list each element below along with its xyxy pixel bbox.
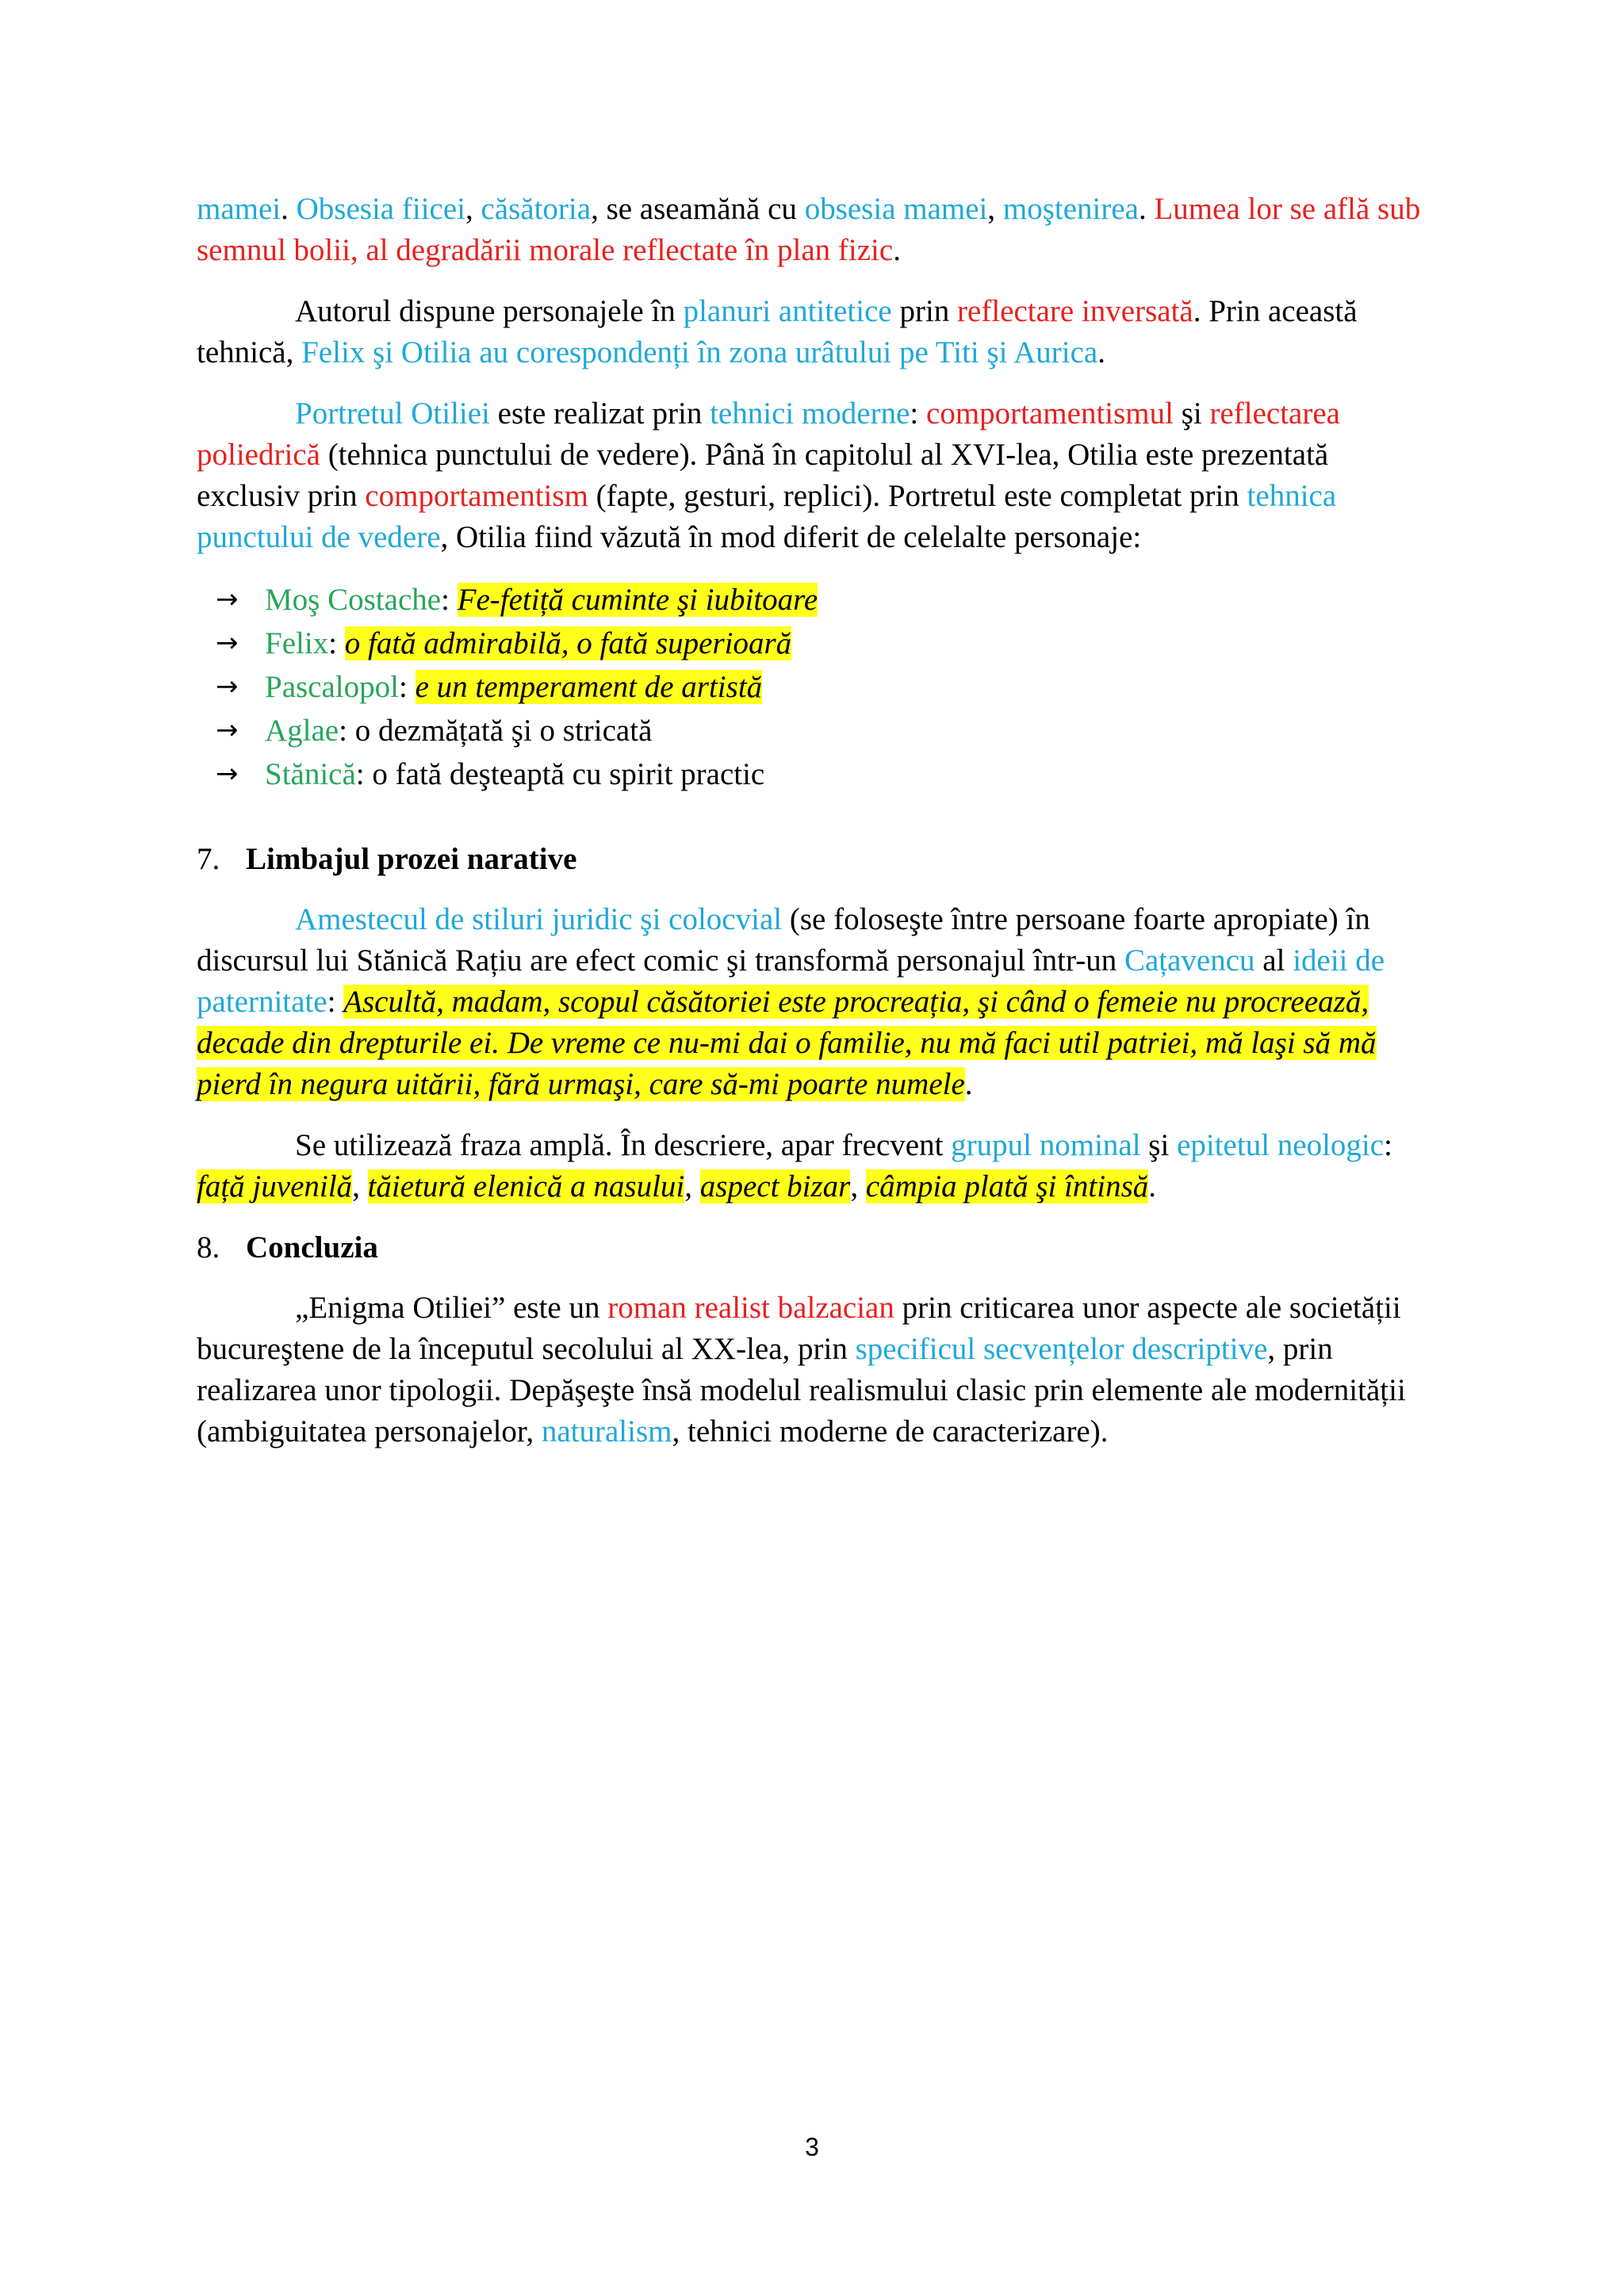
section-heading-8: [197, 1227, 1427, 1269]
separator: :: [328, 626, 345, 660]
section-number: 7.: [197, 842, 220, 876]
paragraph-limbaj: [197, 899, 1427, 1105]
section-title: Limbajul prozei narative: [246, 842, 577, 876]
arrow-right-icon: →: [216, 671, 239, 702]
paragraph-concluzia: [197, 1288, 1427, 1452]
character-name: Pascalopol: [265, 670, 399, 704]
paragraph-planuri-antitetice: [197, 291, 1427, 373]
text-run: .: [964, 1067, 973, 1101]
term-roman-realist-balzacian: roman realist balzacian: [607, 1291, 894, 1325]
text-run: :: [910, 396, 927, 430]
text-run: .: [281, 192, 297, 226]
text-run: şi: [1173, 396, 1210, 430]
character-name: Moş Costache: [265, 583, 442, 617]
text-run: (tehnica punctului de vedere). Până în capitolul al XVI-lea, Otilia este prezentată exclusiv prin: [197, 438, 1329, 513]
list-item: [197, 622, 1427, 665]
separator: :: [441, 583, 458, 617]
term-specificul-secventelor: specificul secvențelor descriptive: [855, 1332, 1268, 1366]
text-run: .: [893, 233, 901, 267]
text-run: prin: [891, 294, 958, 328]
arrow-right-icon: →: [216, 714, 239, 746]
character-view-quote: o fată admirabilă, o fată superioară: [344, 626, 792, 660]
list-item: [197, 752, 1427, 796]
term-comportamentismul: comportamentismul: [926, 396, 1174, 430]
character-name: Aglae: [265, 714, 339, 748]
section-title: Concluzia: [246, 1230, 378, 1265]
text-run: . Prin această tehnică,: [197, 294, 1358, 369]
section-heading-7: [197, 839, 1427, 880]
paragraph-fraza-ampla: [197, 1125, 1427, 1207]
text-run: ,: [352, 1169, 368, 1203]
term-amestecul-de-stiluri: Amestecul de stiluri juridic şi colocvial: [295, 902, 783, 936]
text-run: :: [1384, 1128, 1392, 1162]
term-portretul-otiliei: Portretul Otiliei: [295, 396, 490, 430]
separator: :: [339, 714, 355, 748]
term-tehnica-punctului-de-vedere: tehnica punctului de vedere: [197, 479, 1337, 554]
text-run: ,: [987, 192, 1003, 226]
term-naturalism: naturalism: [541, 1414, 672, 1448]
text-run: prin criticarea unor aspecte ale societății bucureştene de la începutul secolului al XX-lea, prin: [197, 1291, 1401, 1366]
example-phrase: aspect bizar: [699, 1169, 851, 1203]
text-run: , se aseamănă cu: [591, 192, 805, 226]
character-view-quote: e un temperament de artistă: [415, 670, 763, 704]
character-view-text: o fată deşteaptă cu spirit practic: [372, 757, 765, 791]
text-run: , Otilia fiind văzută în mod diferit de celelalte personaje:: [440, 520, 1142, 554]
text-run: şi: [1140, 1128, 1178, 1162]
text-run: este realizat prin: [489, 396, 710, 430]
term-obsesia-mamei: obsesia mamei: [804, 192, 988, 226]
term-grupul-nominal: grupul nominal: [951, 1128, 1141, 1162]
text-run: ,: [850, 1169, 866, 1203]
text-run: Autorul dispune personajele în: [295, 294, 684, 328]
term-reflectarea-poliedrica: reflectarea poliedrică: [197, 396, 1340, 472]
text-run: ,: [465, 192, 481, 226]
arrow-right-icon: →: [216, 758, 239, 790]
emphasis-lumea-lor: Lumea lor se află sub semnul bolii, al degradării morale reflectate în plan fizic: [197, 192, 1421, 267]
term-epitetul-neologic: epitetul neologic: [1177, 1128, 1385, 1162]
text-run: (fapte, gesturi, replici). Portretul este completat prin: [588, 479, 1247, 513]
text-run: (se foloseşte între persoane foarte apropiate) în discursul lui Stănică Rațiu are efect comic şi transformă personajul într-un: [197, 902, 1370, 978]
arrow-right-icon: →: [216, 584, 239, 615]
text-run: , prin realizarea unor tipologii. Depăşeşte însă modelul realismului clasic prin elemente ale modernității (ambiguitatea personajelor,: [197, 1332, 1406, 1448]
list-item: [197, 709, 1427, 752]
text-run: „Enigma Otiliei” este un: [295, 1291, 608, 1325]
text-run: ,: [684, 1169, 700, 1203]
example-phrase: față juvenilă: [197, 1169, 353, 1203]
term-tehnici-moderne: tehnici moderne: [710, 396, 910, 430]
character-view-text: o dezmățată şi o stricată: [354, 714, 653, 748]
document-page: [197, 189, 1427, 1472]
example-phrase: tăietură elenică a nasului: [367, 1169, 685, 1203]
text-run: :: [327, 985, 344, 1019]
paragraph-portretul-otiliei: [197, 393, 1427, 558]
character-view-quote: Fe-fetiță cuminte şi iubitoare: [457, 583, 818, 617]
term-corespondenti: Felix şi Otilia au corespondenți în zona urâtului pe Titi şi Aurica: [301, 335, 1098, 369]
term-casatoria: căsătoria: [481, 192, 592, 226]
text-run: .: [1148, 1169, 1157, 1203]
term-reflectare-inversata: reflectare inversată: [957, 294, 1193, 328]
term-obsesia-fiicei: Obsesia fiicei: [296, 192, 465, 226]
separator: :: [355, 757, 373, 791]
term-mostenirea: moştenirea: [1002, 192, 1139, 226]
text-run: Se utilizează fraza amplă. În descriere, apar frecvent: [295, 1128, 952, 1162]
quote-stanica: Ascultă, madam, scopul căsătoriei este procreația, şi când o femeie nu procreează, decade din drepturile ei. De vreme ce nu-mi dai o familie, nu mă faci util patriei, mă laşi să mă pierd în negura uitării, fără urmaşi, care să-mi poarte numele: [197, 985, 1377, 1101]
text-run: .: [1138, 192, 1155, 226]
example-phrase: câmpia plată şi întinsă: [865, 1169, 1149, 1203]
text-run: al: [1254, 943, 1293, 978]
character-views-list: [197, 578, 1427, 796]
text-run: , tehnici moderne de caracterizare).: [672, 1414, 1109, 1448]
separator: :: [398, 670, 416, 704]
character-name: Stănică: [265, 757, 356, 791]
list-item: [197, 578, 1427, 622]
term-catavencu: Cațavencu: [1124, 943, 1255, 978]
text-run: .: [1097, 335, 1105, 369]
page-number: 3: [805, 2133, 819, 2161]
list-item: [197, 665, 1427, 709]
arrow-right-icon: →: [216, 627, 239, 659]
section-number: 8.: [197, 1230, 220, 1265]
term-planuri-antitetice: planuri antitetice: [683, 294, 892, 328]
paragraph-obsesii: [197, 189, 1427, 271]
term-mamei: mamei: [197, 192, 282, 226]
character-name: Felix: [265, 626, 329, 660]
term-ideii-de-paternitate: ideii de paternitate: [197, 943, 1385, 1019]
term-comportamentism: comportamentism: [365, 479, 588, 513]
